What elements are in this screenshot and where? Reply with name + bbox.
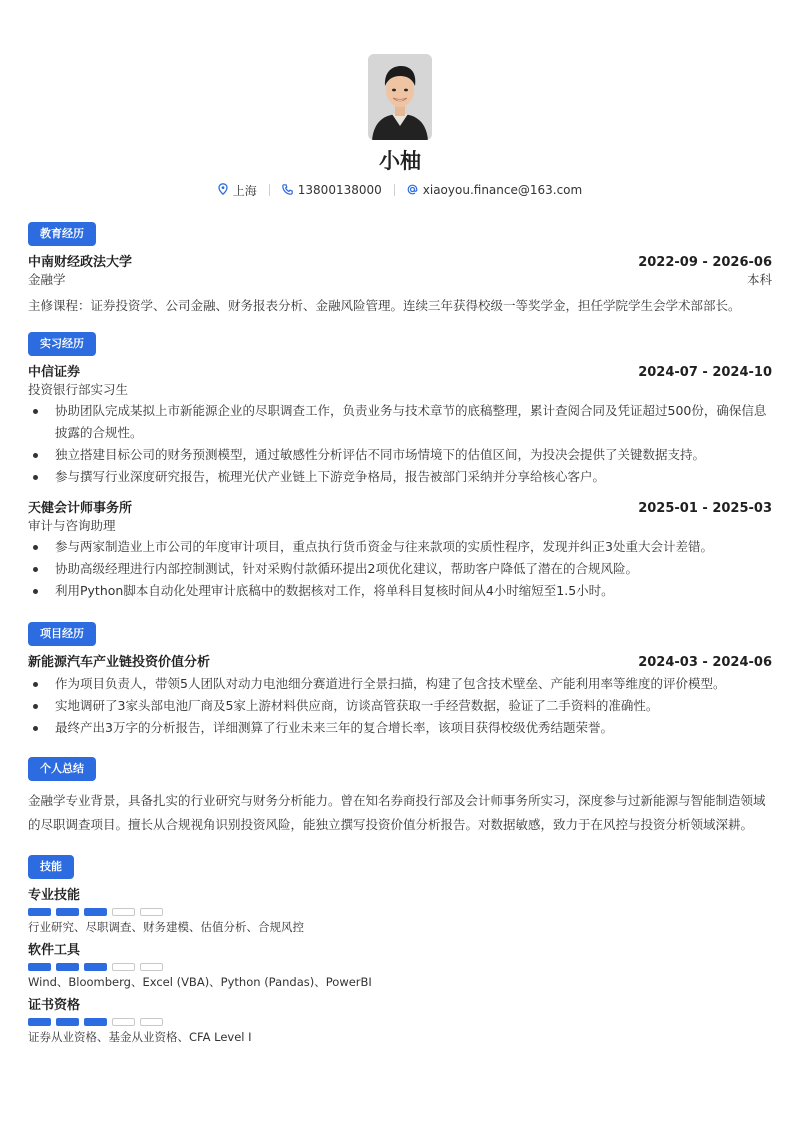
summary-text: 金融学专业背景，具备扎实的行业研究与财务分析能力。曾在知名券商投行部及会计师事务所实习，深度参与过新能源与智能制造领域的尽职调查项目。擅长从合规视角识别投资风险，能独立撰写投资价值分析报告。对数据敏感，致力于在风控与投资分析领域深耕。 xyxy=(28,793,766,832)
phone-icon xyxy=(282,184,293,197)
avatar xyxy=(368,54,432,140)
bullet-item: 协助团队完成某拟上市新能源企业的尽职调查工作，负责业务与技术章节的底稿整理，累计查阅合同及凭证超过500份，确保信息披露的合规性。 xyxy=(28,400,772,444)
skill-name: 软件工具 xyxy=(28,943,81,958)
section-title-project: 项目经历 xyxy=(28,622,96,646)
skill-level-segment-filled xyxy=(84,908,107,916)
education-entry xyxy=(28,254,772,318)
education-period: 2022-09 - 2026-06 xyxy=(638,255,772,270)
project-bullets xyxy=(28,673,772,739)
skill-level-segment-empty xyxy=(112,963,135,971)
skill-level-segment-filled xyxy=(56,963,79,971)
skill-level-segment-filled xyxy=(56,908,79,916)
section-title-summary: 个人总结 xyxy=(28,757,96,781)
skill-group xyxy=(28,997,772,1046)
skill-group xyxy=(28,942,772,991)
school-name: 中南财经政法大学 xyxy=(28,255,133,270)
degree: 本科 xyxy=(746,272,772,287)
internship-period: 2024-07 - 2024-10 xyxy=(638,365,772,380)
at-sign-icon xyxy=(407,184,418,197)
internship-entry xyxy=(28,364,772,488)
skill-level-segment-filled xyxy=(84,963,107,971)
summary-section xyxy=(28,757,772,837)
education-description: 主修课程：证券投资学、公司金融、财务报表分析、金融风险管理。连续三年获得校级一等奖学金，担任学院学生会学术部部长。 xyxy=(28,298,741,313)
skill-level-bar xyxy=(28,963,772,971)
skill-level-segment-empty xyxy=(140,963,163,971)
company-name: 天健会计师事务所 xyxy=(28,501,133,516)
contact-email xyxy=(407,183,582,197)
bullet-item: 作为项目负责人，带领5人团队对动力电池细分赛道进行全景扫描，构建了包含技术壁垒、产能利用率等维度的评价模型。 xyxy=(28,673,772,695)
bullet-item: 实地调研了3家头部电池厂商及5家上游材料供应商，访谈高管获取一手经营数据，验证了二手资料的准确性。 xyxy=(28,695,772,717)
skill-name: 证书资格 xyxy=(28,998,81,1013)
internship-period: 2025-01 - 2025-03 xyxy=(638,501,772,516)
skill-level-segment-filled xyxy=(56,1018,79,1026)
internship-role: 审计与咨询助理 xyxy=(28,518,116,533)
skill-level-segment-empty xyxy=(140,1018,163,1026)
skill-level-bar xyxy=(28,1018,772,1026)
email-text: xiaoyou.finance@163.com xyxy=(422,183,583,197)
location-text: 上海 xyxy=(232,183,257,198)
phone-text: 13800138000 xyxy=(297,183,382,197)
skill-group xyxy=(28,887,772,936)
internship-role: 投资银行部实习生 xyxy=(28,382,129,397)
project-section xyxy=(28,622,772,739)
project-entry xyxy=(28,654,772,739)
company-name: 中信证券 xyxy=(28,365,81,380)
skill-level-segment-filled xyxy=(28,1018,51,1026)
bullet-item: 利用Python脚本自动化处理审计底稿中的数据核对工作，将单科目复核时间从4小时缩短至1.5小时。 xyxy=(28,580,772,602)
skill-description: 行业研究、尽职调查、财务建模、估值分析、合规风控 xyxy=(28,920,304,934)
bullet-item: 参与两家制造业上市公司的年度审计项目，重点执行货币资金与往来款项的实质性程序，发现并纠正3处重大会计差错。 xyxy=(28,536,772,558)
project-name: 新能源汽车产业链投资价值分析 xyxy=(28,655,211,670)
skill-description: 证券从业资格、基金从业资格、CFA Level I xyxy=(28,1030,252,1044)
bullet-item: 最终产出3万字的分析报告，详细测算了行业未来三年的复合增长率，该项目获得校级优秀结题荣誉。 xyxy=(28,717,772,739)
internship-section xyxy=(28,332,772,602)
section-title-skills: 技能 xyxy=(28,855,74,879)
skill-name: 专业技能 xyxy=(28,888,81,903)
location-pin-icon xyxy=(218,183,228,197)
contact-location xyxy=(218,182,257,199)
candidate-name: 小柚 xyxy=(379,149,421,173)
bullet-item: 协助高级经理进行内部控制测试，针对采购付款循环提出2项优化建议，帮助客户降低了潜在的合规风险。 xyxy=(28,558,772,580)
contact-divider xyxy=(269,184,270,196)
resume-header xyxy=(28,54,772,198)
internship-bullets xyxy=(28,536,772,602)
skill-level-segment-empty xyxy=(112,1018,135,1026)
major: 金融学 xyxy=(28,272,66,287)
contact-info xyxy=(28,182,772,198)
contact-divider xyxy=(394,184,395,196)
skills-section xyxy=(28,855,772,1046)
skill-level-segment-empty xyxy=(112,908,135,916)
education-section xyxy=(28,222,772,318)
skill-level-bar xyxy=(28,908,772,916)
skill-level-segment-filled xyxy=(84,1018,107,1026)
internship-bullets xyxy=(28,400,772,488)
skill-level-segment-filled xyxy=(28,963,51,971)
skill-description: Wind、Bloomberg、Excel (VBA)、Python (Pandas)、PowerBI xyxy=(28,975,372,989)
internship-entry xyxy=(28,500,772,602)
contact-phone xyxy=(282,183,382,197)
bullet-item: 独立搭建目标公司的财务预测模型，通过敏感性分析评估不同市场情境下的估值区间，为投决会提供了关键数据支持。 xyxy=(28,444,772,466)
bullet-item: 参与撰写行业深度研究报告，梳理光伏产业链上下游竞争格局，报告被部门采纳并分享给核心客户。 xyxy=(28,466,772,488)
project-period: 2024-03 - 2024-06 xyxy=(638,655,772,670)
skill-level-segment-empty xyxy=(140,908,163,916)
skill-level-segment-filled xyxy=(28,908,51,916)
section-title-internship: 实习经历 xyxy=(28,332,96,356)
section-title-education: 教育经历 xyxy=(28,222,96,246)
